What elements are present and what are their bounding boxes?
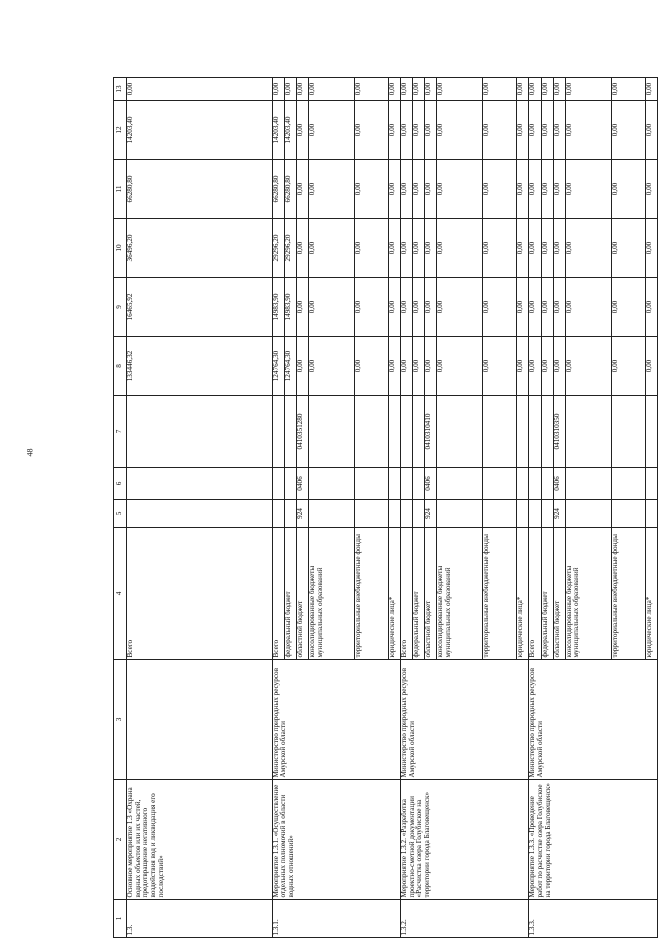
grbs-code: 924: [296, 500, 308, 528]
amount-cell: 36496,20: [127, 219, 272, 278]
amount-cell: 0,00: [309, 219, 355, 278]
amount-cell: 0,00: [437, 278, 483, 337]
amount-cell: 0,00: [517, 337, 529, 396]
amount-cell: 0,00: [529, 278, 541, 337]
amount-cell: 0,00: [565, 101, 611, 160]
grbs-code: [565, 500, 611, 528]
csr-code: [401, 396, 413, 468]
amount-cell: 0,00: [413, 160, 425, 219]
amount-cell: 0,00: [517, 160, 529, 219]
rzpr-code: 0406: [425, 468, 437, 500]
amount-cell: 0,00: [388, 278, 400, 337]
amount-cell: 0,00: [529, 101, 541, 160]
amount-cell: 0,00: [645, 278, 657, 337]
amount-cell: 0,00: [296, 219, 308, 278]
amount-cell: 0,00: [483, 337, 517, 396]
csr-code: 0410310350: [553, 396, 565, 468]
rzpr-code: 0406: [296, 468, 308, 500]
header-cell: 5: [114, 500, 127, 528]
amount-cell: 0,00: [437, 337, 483, 396]
amount-cell: 0,00: [645, 101, 657, 160]
grbs-code: [413, 500, 425, 528]
amount-cell: 0,00: [425, 337, 437, 396]
funding-source: областной бюджет: [296, 528, 308, 660]
csr-code: [127, 396, 272, 468]
amount-cell: 0,00: [401, 278, 413, 337]
amount-cell: 0,00: [437, 219, 483, 278]
amount-cell: 0,00: [413, 337, 425, 396]
funding-source: областной бюджет: [425, 528, 437, 660]
amount-cell: 0,00: [517, 278, 529, 337]
funding-source: Всего: [401, 528, 413, 660]
amount-cell: 0,00: [388, 337, 400, 396]
grbs-code: [437, 500, 483, 528]
amount-cell: 0,00: [517, 101, 529, 160]
amount-cell: 14203,40: [272, 101, 284, 160]
amount-cell: 0,00: [553, 337, 565, 396]
csr-code: [529, 396, 541, 468]
amount-cell: 0,00: [413, 101, 425, 160]
csr-code: [413, 396, 425, 468]
grbs-code: [541, 500, 553, 528]
funding-source: консолидированные бюджеты муниципальных образований: [309, 528, 355, 660]
amount-cell: 0,00: [565, 219, 611, 278]
funding-source: консолидированные бюджеты муниципальных образований: [437, 528, 483, 660]
amount-cell: 0,00: [541, 160, 553, 219]
csr-code: [483, 396, 517, 468]
amount-cell: 0,00: [309, 278, 355, 337]
amount-cell: 66280,80: [127, 160, 272, 219]
csr-code: [565, 396, 611, 468]
header-cell: 9: [114, 278, 127, 337]
header-row: [114, 78, 127, 938]
amount-cell: 0,00: [611, 160, 645, 219]
rzpr-code: [541, 468, 553, 500]
amount-cell: 0,00: [437, 101, 483, 160]
amount-cell: 0,00: [284, 78, 296, 101]
grbs-code: [645, 500, 657, 528]
rzpr-code: [645, 468, 657, 500]
amount-cell: 0,00: [388, 78, 400, 101]
executor: Министерство природных ресурсов Амурской области: [272, 660, 400, 780]
funding-source: юридические лица*: [645, 528, 657, 660]
amount-cell: 0,00: [611, 219, 645, 278]
row-code: 1.3.3.: [529, 900, 658, 938]
amount-cell: 0,00: [296, 160, 308, 219]
csr-code: [541, 396, 553, 468]
amount-cell: 0,00: [355, 278, 389, 337]
amount-cell: 0,00: [272, 78, 284, 101]
amount-cell: 29296,20: [272, 219, 284, 278]
amount-cell: 14983,90: [284, 278, 296, 337]
header-cell: 8: [114, 337, 127, 396]
measure-name: Мероприятие 1.3.1. «Осуществление отдельных полномочий в области водных отношений»: [272, 780, 400, 900]
funding-source: юридические лица*: [517, 528, 529, 660]
header-cell: 12: [114, 101, 127, 160]
funding-source: федеральный бюджет: [284, 528, 296, 660]
amount-cell: 0,00: [529, 337, 541, 396]
rzpr-code: [529, 468, 541, 500]
funding-source: территориальные внебюджетные фонды: [355, 528, 389, 660]
rzpr-code: [272, 468, 284, 500]
amount-cell: 0,00: [309, 160, 355, 219]
amount-cell: 124764,30: [284, 337, 296, 396]
header-cell: 10: [114, 219, 127, 278]
amount-cell: 0,00: [388, 160, 400, 219]
table-row: [272, 78, 284, 938]
amount-cell: 0,00: [483, 78, 517, 101]
rzpr-code: [388, 468, 400, 500]
grbs-code: [529, 500, 541, 528]
amount-cell: 0,00: [517, 219, 529, 278]
amount-cell: 0,00: [565, 160, 611, 219]
amount-cell: 0,00: [553, 278, 565, 337]
amount-cell: 0,00: [483, 219, 517, 278]
amount-cell: 0,00: [309, 101, 355, 160]
csr-code: [355, 396, 389, 468]
rotated-table-container: [113, 78, 658, 938]
csr-code: [272, 396, 284, 468]
amount-cell: 0,00: [565, 278, 611, 337]
funding-source: федеральный бюджет: [541, 528, 553, 660]
amount-cell: 0,00: [611, 337, 645, 396]
amount-cell: 0,00: [127, 78, 272, 101]
csr-code: 0410310410: [425, 396, 437, 468]
amount-cell: 0,00: [437, 78, 483, 101]
measure-name: Основное мероприятие 1.3 «Охрана водных объектов или их частей, предотвращение негативного воздействия вод и ликвидация его последствий»: [127, 780, 272, 900]
amount-cell: 0,00: [425, 160, 437, 219]
csr-code: [309, 396, 355, 468]
grbs-code: [309, 500, 355, 528]
header-cell: 2: [114, 780, 127, 900]
amount-cell: 0,00: [645, 78, 657, 101]
header-cell: 11: [114, 160, 127, 219]
amount-cell: 0,00: [529, 219, 541, 278]
amount-cell: 0,00: [401, 78, 413, 101]
row-code: 1.3.: [127, 900, 272, 938]
csr-code: [517, 396, 529, 468]
amount-cell: 0,00: [425, 278, 437, 337]
amount-cell: 0,00: [388, 219, 400, 278]
amount-cell: 0,00: [541, 337, 553, 396]
amount-cell: 0,00: [483, 101, 517, 160]
csr-code: 0410351280: [296, 396, 308, 468]
grbs-code: [517, 500, 529, 528]
amount-cell: 133446,32: [127, 337, 272, 396]
rzpr-code: [401, 468, 413, 500]
amount-cell: 16465,92: [127, 278, 272, 337]
funding-source: федеральный бюджет: [413, 528, 425, 660]
amount-cell: 0,00: [355, 78, 389, 101]
budget-table: [113, 77, 658, 938]
table-row: [401, 78, 413, 938]
csr-code: [611, 396, 645, 468]
row-code: 1.3.1.: [272, 900, 400, 938]
funding-source: территориальные внебюджетные фонды: [483, 528, 517, 660]
rzpr-code: [309, 468, 355, 500]
amount-cell: 0,00: [437, 160, 483, 219]
header-cell: 7: [114, 396, 127, 468]
amount-cell: 0,00: [565, 78, 611, 101]
rzpr-code: [413, 468, 425, 500]
header-cell: 13: [114, 78, 127, 101]
amount-cell: 0,00: [645, 160, 657, 219]
row-code: 1.3.2.: [401, 900, 529, 938]
amount-cell: 0,00: [401, 160, 413, 219]
amount-cell: 0,00: [611, 101, 645, 160]
amount-cell: 0,00: [553, 78, 565, 101]
table-row: [529, 78, 541, 938]
amount-cell: 0,00: [529, 78, 541, 101]
grbs-code: [272, 500, 284, 528]
amount-cell: 0,00: [483, 278, 517, 337]
amount-cell: 0,00: [541, 278, 553, 337]
amount-cell: 0,00: [296, 278, 308, 337]
amount-cell: 0,00: [413, 78, 425, 101]
amount-cell: 0,00: [309, 78, 355, 101]
amount-cell: 0,00: [541, 219, 553, 278]
executor: Министерство природных ресурсов Амурской области: [529, 660, 658, 780]
amount-cell: 0,00: [565, 337, 611, 396]
amount-cell: 0,00: [413, 278, 425, 337]
executor: Министерство природных ресурсов Амурской области: [401, 660, 529, 780]
amount-cell: 0,00: [425, 219, 437, 278]
rzpr-code: [284, 468, 296, 500]
amount-cell: 0,00: [529, 160, 541, 219]
amount-cell: 14983,90: [272, 278, 284, 337]
amount-cell: 0,00: [611, 78, 645, 101]
header-cell: 6: [114, 468, 127, 500]
csr-code: [388, 396, 400, 468]
rzpr-code: [437, 468, 483, 500]
amount-cell: 0,00: [553, 160, 565, 219]
amount-cell: 0,00: [425, 78, 437, 101]
amount-cell: 0,00: [553, 219, 565, 278]
funding-source: Всего: [127, 528, 272, 660]
amount-cell: 0,00: [413, 219, 425, 278]
funding-source: консолидированные бюджеты муниципальных образований: [565, 528, 611, 660]
amount-cell: 14203,40: [284, 101, 296, 160]
grbs-code: 924: [553, 500, 565, 528]
grbs-code: [127, 500, 272, 528]
amount-cell: 0,00: [355, 337, 389, 396]
measure-name: Мероприятие 1.3.3. «Проведение работ по расчистке озера Голубиское на территории города Благовещенск»: [529, 780, 658, 900]
grbs-code: [483, 500, 517, 528]
page-number: 48: [25, 448, 35, 457]
amount-cell: 0,00: [645, 337, 657, 396]
grbs-code: 924: [425, 500, 437, 528]
rzpr-code: [355, 468, 389, 500]
funding-source: областной бюджет: [553, 528, 565, 660]
rzpr-code: [517, 468, 529, 500]
rzpr-code: 0406: [553, 468, 565, 500]
funding-source: юридические лица*: [388, 528, 400, 660]
amount-cell: 0,00: [296, 101, 308, 160]
amount-cell: 0,00: [553, 101, 565, 160]
csr-code: [645, 396, 657, 468]
amount-cell: 0,00: [425, 101, 437, 160]
amount-cell: 66280,80: [284, 160, 296, 219]
rzpr-code: [611, 468, 645, 500]
amount-cell: 0,00: [296, 337, 308, 396]
amount-cell: 0,00: [517, 78, 529, 101]
amount-cell: 0,00: [541, 78, 553, 101]
grbs-code: [284, 500, 296, 528]
measure-name: Мероприятие 1.3.2. «Разработка проектно-сметной документации «Расчистка озера Голубиское на территории города Благовещенск»: [401, 780, 529, 900]
csr-code: [437, 396, 483, 468]
funding-source: территориальные внебюджетные фонды: [611, 528, 645, 660]
header-cell: 4: [114, 528, 127, 660]
amount-cell: 66280,80: [272, 160, 284, 219]
amount-cell: 0,00: [401, 337, 413, 396]
funding-source: Всего: [529, 528, 541, 660]
amount-cell: 0,00: [355, 219, 389, 278]
header-cell: 3: [114, 660, 127, 780]
amount-cell: 0,00: [611, 278, 645, 337]
table-row: [127, 78, 272, 938]
amount-cell: 124764,30: [272, 337, 284, 396]
grbs-code: [355, 500, 389, 528]
csr-code: [284, 396, 296, 468]
amount-cell: 0,00: [541, 101, 553, 160]
funding-source: Всего: [272, 528, 284, 660]
grbs-code: [611, 500, 645, 528]
header-cell: 1: [114, 900, 127, 938]
amount-cell: 0,00: [401, 219, 413, 278]
grbs-code: [401, 500, 413, 528]
amount-cell: 14203,40: [127, 101, 272, 160]
amount-cell: 0,00: [483, 160, 517, 219]
executor: [127, 660, 272, 780]
amount-cell: 29296,20: [284, 219, 296, 278]
amount-cell: 0,00: [355, 101, 389, 160]
grbs-code: [388, 500, 400, 528]
amount-cell: 0,00: [645, 219, 657, 278]
amount-cell: 0,00: [309, 337, 355, 396]
amount-cell: 0,00: [401, 101, 413, 160]
amount-cell: 0,00: [388, 101, 400, 160]
rzpr-code: [127, 468, 272, 500]
rzpr-code: [483, 468, 517, 500]
rzpr-code: [565, 468, 611, 500]
amount-cell: 0,00: [355, 160, 389, 219]
amount-cell: 0,00: [296, 78, 308, 101]
